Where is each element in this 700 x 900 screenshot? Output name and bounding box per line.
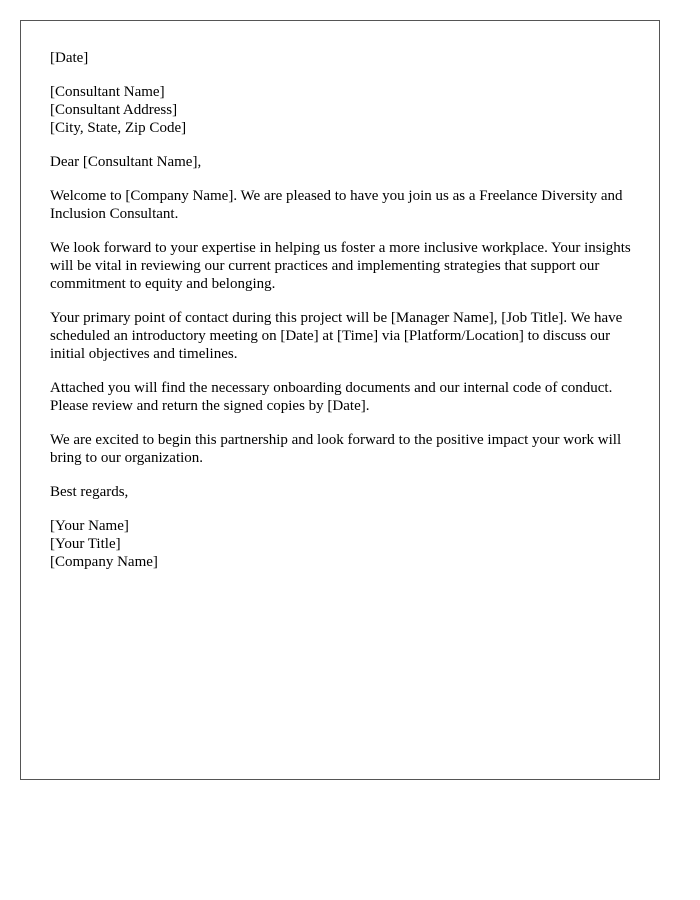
recipient-block (50, 83, 642, 137)
letter-page (20, 20, 660, 780)
recipient-name: [Consultant Name] (50, 84, 165, 100)
salutation: Dear [Consultant Name], (50, 154, 202, 170)
signature-block (50, 517, 642, 571)
signature-company: [Company Name] (50, 554, 158, 570)
paragraph-contact: Your primary point of contact during this project will be [Manager Name], [Job Title]. We have scheduled an introductory meeting on [Date] at [Time] via [Platform/Location] to discuss our initial objectives and timelines. (50, 310, 623, 362)
paragraph-expertise: We look forward to your expertise in helping us foster a more inclusive workplace. Your insights will be vital in reviewing our current practices and implementing strategies that support our commitment to equity and belonging. (50, 240, 631, 292)
paragraph-welcome: Welcome to [Company Name]. We are pleased to have you join us as a Freelance Diversity and Inclusion Consultant. (50, 188, 623, 222)
closing: Best regards, (50, 484, 129, 500)
recipient-city-state-zip: [City, State, Zip Code] (50, 120, 187, 136)
signature-name: [Your Name] (50, 518, 129, 534)
letter-date: [Date] (50, 50, 89, 66)
paragraph-documents: Attached you will find the necessary onboarding documents and our internal code of conduct. Please review and return the signed copies by [Date]. (50, 380, 613, 414)
recipient-address: [Consultant Address] (50, 102, 178, 118)
paragraph-partnership: We are excited to begin this partnership and look forward to the positive impact your work will bring to our organization. (50, 432, 622, 466)
letter-body (50, 49, 642, 587)
signature-title: [Your Title] (50, 536, 121, 552)
